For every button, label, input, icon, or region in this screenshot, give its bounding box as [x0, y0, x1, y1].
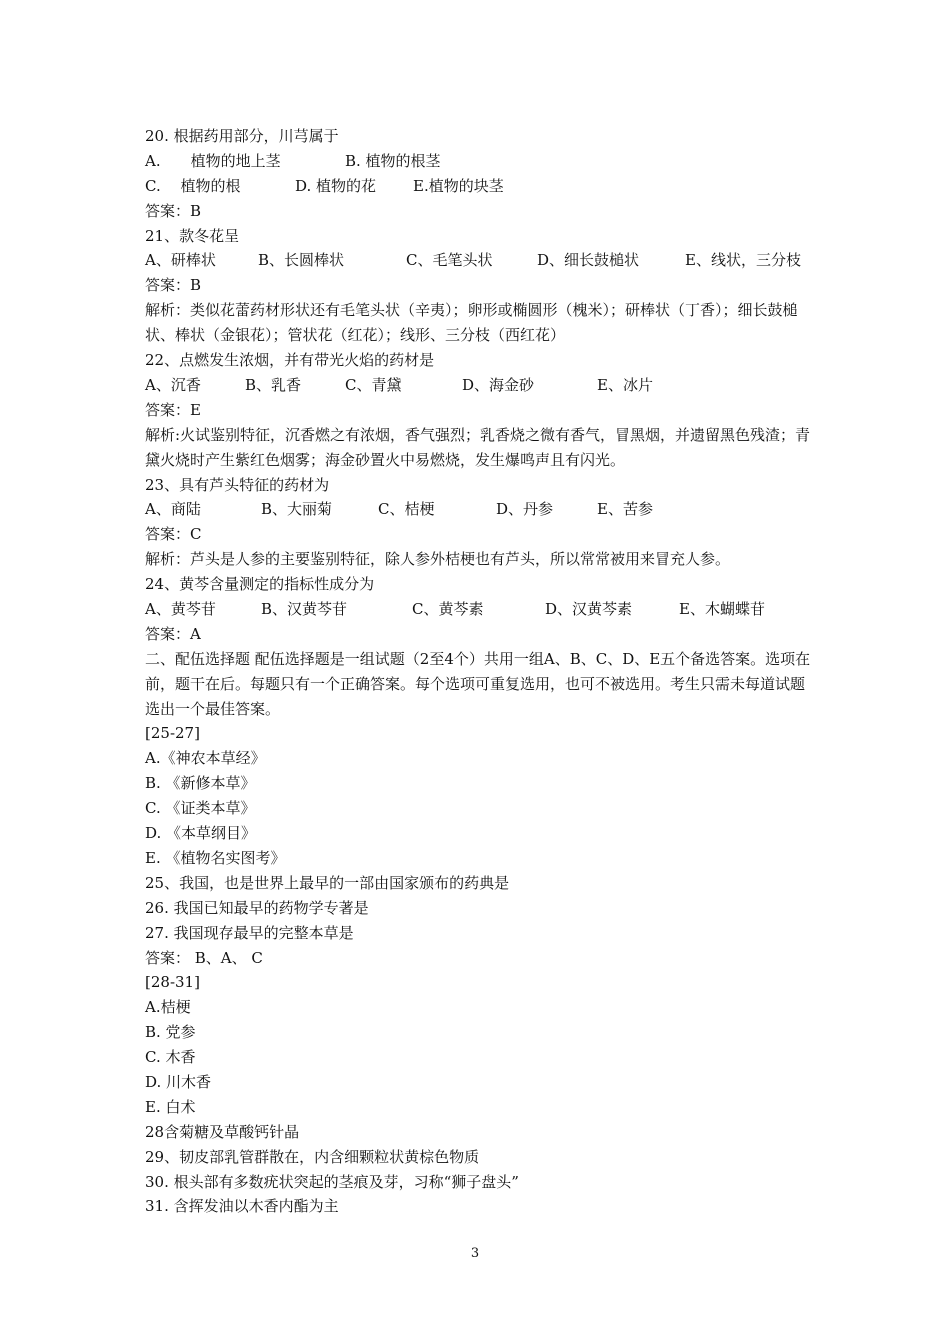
question-23-option-e: E、苦参 — [597, 500, 653, 519]
question-21-answer: 答案：B — [145, 276, 202, 295]
question-24-answer: 答案：A — [145, 624, 201, 643]
question-21-stem: 21、款冬花呈 — [145, 226, 240, 245]
question-31: 31. 含挥发油以木香内酯为主 — [145, 1197, 339, 1216]
question-24-option-e: E、木蝴蝶苷 — [679, 599, 765, 618]
group-28-31-option-d: D. 川木香 — [145, 1072, 212, 1091]
group-25-27-range: [25-27] — [145, 724, 200, 743]
question-22-analysis: 解析:火试鉴别特征，沉香燃之有浓烟，香气强烈；乳香烧之微有香气，冒黑烟，并遗留黑色残渣；青黛火烧时产生紫红色烟雾；海金砂置火中易燃烧，发生爆鸣声且有闪光。 — [145, 425, 811, 469]
question-21-analysis: 解析：类似花蕾药材形状还有毛笔头状（辛夷）；卵形或椭圆形（槐米）；研棒状（丁香）；细长鼓槌状、棒状（金银花）；管状花（红花）；线形、三分枝（西红花） — [145, 301, 798, 345]
question-21-options — [145, 248, 815, 273]
question-20-option-c: C. 植物的根 — [145, 176, 241, 195]
group-25-27-option-a: A.《神农本草经》 — [145, 749, 266, 768]
question-30: 30. 根头部有多数疣状突起的茎痕及芽，习称“狮子盘头” — [145, 1172, 519, 1191]
question-22-answer: 答案：E — [145, 400, 201, 419]
question-27: 27. 我国现存最早的完整本草是 — [145, 923, 354, 942]
group-28-31-option-b: B. 党参 — [145, 1023, 196, 1042]
group-28-31-option-e: E. 白术 — [145, 1097, 196, 1116]
question-20-option-a: A. 植物的地上茎 — [145, 151, 281, 170]
group-28-31-option-a: A.桔梗 — [145, 998, 191, 1017]
question-23-option-d: D、丹参 — [496, 500, 554, 519]
question-23-options — [145, 497, 815, 522]
group-25-27-option-b: B. 《新修本草》 — [145, 774, 256, 793]
question-23-analysis: 解析：芦头是人参的主要鉴别特征，除人参外桔梗也有芦头，所以常常被用来冒充人参。 — [145, 550, 731, 569]
group-25-27-answer: 答案： B、A、 C — [145, 948, 263, 967]
group-25-27-option-d: D. 《本草纲目》 — [145, 824, 257, 843]
question-22-options — [145, 373, 815, 398]
question-20-answer: 答案：B — [145, 201, 202, 220]
question-20-option-d: D. 植物的花 — [295, 176, 377, 195]
question-20-option-b: B. 植物的根茎 — [345, 151, 441, 170]
page-content — [145, 124, 815, 1219]
question-21-option-c: C、毛笔头状 — [406, 251, 493, 270]
question-23-option-b: B、大丽菊 — [261, 500, 333, 519]
question-20-option-e: E.植物的块茎 — [413, 176, 504, 195]
question-21-option-a: A、研棒状 — [145, 251, 216, 270]
question-24-options — [145, 597, 815, 622]
group-28-31-option-c: C. 木香 — [145, 1048, 196, 1067]
group-25-27-option-e: E. 《植物名实图考》 — [145, 848, 286, 867]
question-24-option-b: B、汉黄芩苷 — [261, 599, 348, 618]
question-22-option-c: C、青黛 — [345, 375, 402, 394]
question-24-stem: 24、黄芩含量测定的指标性成分为 — [145, 575, 375, 594]
question-23-option-a: A、商陆 — [145, 500, 201, 519]
question-23-stem: 23、具有芦头特征的药材为 — [145, 475, 330, 494]
question-23-option-c: C、桔梗 — [378, 500, 435, 519]
group-25-27-option-c: C. 《证类本草》 — [145, 799, 256, 818]
question-20-stem: 20. 根据药用部分，川芎属于 — [145, 127, 339, 145]
question-24-option-c: C、黄芩素 — [412, 599, 484, 618]
question-23-answer: 答案：C — [145, 525, 202, 544]
section-2-intro: 二、配伍选择题 配伍选择题是一组试题（2至4个）共用一组A、B、C、D、E五个备选答案。选项在前，题干在后。每题只有一个正确答案。每个选项可重复选用，也可不被选用。考生只需未每道试题选出一个最佳答案。 — [145, 649, 811, 718]
question-26: 26. 我国已知最早的药物学专著是 — [145, 898, 369, 917]
question-24-option-d: D、汉黄芩素 — [545, 599, 633, 618]
question-21-option-d: D、细长鼓槌状 — [537, 251, 640, 270]
question-22-option-a: A、沉香 — [145, 375, 201, 394]
question-21-option-e: E、线状，三分枝 — [685, 251, 801, 270]
question-22-option-b: B、乳香 — [245, 375, 302, 394]
question-20-options-row2 — [145, 174, 815, 199]
question-22-stem: 22、点燃发生浓烟，并有带光火焰的药材是 — [145, 351, 435, 370]
question-22-option-e: E、冰片 — [597, 375, 653, 394]
question-25: 25、我国，也是世界上最早的一部由国家颁布的药典是 — [145, 873, 510, 892]
page-number: 3 — [470, 1246, 480, 1261]
group-28-31-range: [28-31] — [145, 973, 200, 992]
question-24-option-a: A、黄芩苷 — [145, 599, 216, 618]
question-21-option-b: B、长圆棒状 — [258, 251, 345, 270]
question-29: 29、韧皮部乳管群散在，内含细颗粒状黄棕色物质 — [145, 1147, 480, 1166]
question-28: 28含菊糖及草酸钙针晶 — [145, 1122, 300, 1141]
question-22-option-d: D、海金砂 — [462, 375, 535, 394]
question-20-options-row1 — [145, 149, 815, 174]
